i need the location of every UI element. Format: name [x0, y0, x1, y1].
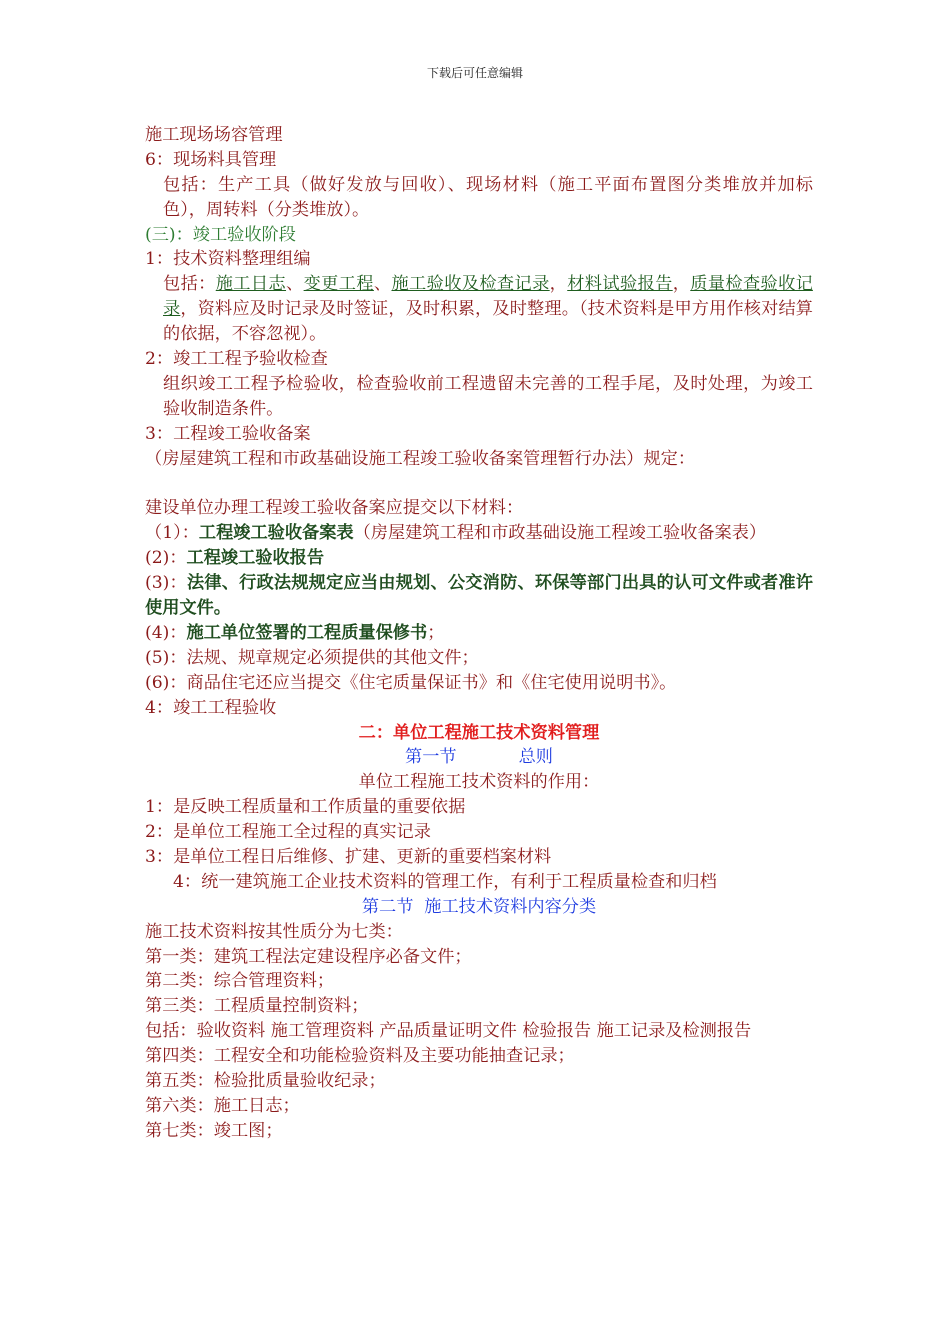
separator: 、: [286, 274, 304, 295]
separator: 、: [373, 274, 392, 295]
list-item: (6)：商品住宅还应当提交《住宅质量保证书》和《住宅使用说明书》。: [145, 672, 677, 693]
text-line: 建设单位办理工程竣工验收备案应提交以下材料：: [145, 498, 524, 519]
text-line: 第七类：竣工图；: [145, 1120, 283, 1141]
blank-line: [145, 472, 813, 497]
text-span: ，资料应及时记录及时签证，及时积累，及时整理。（技术资料是甲方用作核对结算的依据，不容忽视）。: [163, 299, 813, 345]
item-punct: ；: [427, 622, 445, 643]
text-line: 施工技术资料按其性质分为七类：: [145, 921, 403, 942]
doc-link-quality-inspection-record[interactable]: 质量检查验收记录: [163, 274, 813, 320]
text-line: 1：技术资料整理组编: [145, 249, 311, 270]
separator: ，: [549, 274, 568, 295]
item-number: (4)：: [145, 622, 187, 643]
doc-link-material-test-report[interactable]: 材料试验报告: [567, 274, 673, 295]
section-number: 第一节: [405, 747, 457, 768]
text-line: 第五类：检验批质量验收纪录；: [145, 1071, 386, 1092]
item-note: （房屋建筑工程和市政基础设施工程竣工验收备案表）: [353, 523, 767, 544]
list-item: (5)：法规、规章规定必须提供的其他文件；: [145, 647, 479, 668]
paragraph-with-links: [145, 272, 813, 347]
section-heading: (三)：竣工验收阶段: [145, 224, 296, 245]
list-item: [145, 571, 813, 621]
text-line: （房屋建筑工程和市政基础设施工程竣工验收备案管理暂行办法）规定：: [145, 448, 696, 469]
text-line: 单位工程施工技术资料的作用：: [358, 772, 600, 793]
text-line: 4：统一建筑施工企业技术资料的管理工作，有利于工程质量检查和归档: [173, 871, 717, 892]
doc-link-construction-log[interactable]: 施工日志: [215, 274, 287, 295]
chapter-title: 二：单位工程施工技术资料管理: [358, 722, 600, 743]
item-title: 工程竣工验收备案表: [198, 523, 354, 544]
item-title: 法律、行政法规规定应当由规划、公交消防、环保等部门出具的认可文件或者准许使用文件。: [145, 573, 813, 619]
text-line: 第六类：施工日志；: [145, 1095, 300, 1116]
separator: ，: [672, 274, 691, 295]
text-line: 第二类：综合管理资料；: [145, 971, 335, 992]
list-item: [145, 621, 813, 646]
text-line: 6：现场料具管理: [145, 149, 277, 170]
section-title: 第二节 施工技术资料内容分类: [361, 896, 597, 917]
text-line: 2：是单位工程施工全过程的真实记录: [145, 822, 431, 843]
text-line: 1：是反映工程质量和工作质量的重要依据: [145, 797, 466, 818]
text-line: 3：是单位工程日后维修、扩建、更新的重要档案材料: [145, 846, 552, 867]
section-title: [145, 745, 813, 770]
text-line: 第一类：建筑工程法定建设程序必备文件；: [145, 946, 472, 967]
text-span: 包括：: [163, 274, 216, 295]
item-title: 工程竣工验收报告: [186, 548, 325, 569]
doc-link-change-work[interactable]: 变更工程: [303, 274, 374, 295]
text-line: 第四类：工程安全和功能检验资料及主要功能抽查记录；: [145, 1046, 575, 1067]
item-title: 施工单位签署的工程质量保修书: [186, 622, 428, 643]
document-body: [145, 123, 813, 1144]
text-line: 第三类：工程质量控制资料；: [145, 996, 369, 1017]
text-line: 3：工程竣工验收备案: [145, 423, 311, 444]
text-line: 2：竣工工程予验收检查: [145, 349, 328, 370]
text-line: 施工现场场容管理: [145, 125, 283, 145]
paragraph: 包括：验收资料 施工管理资料 产品质量证明文件 检验报告 施工记录及检测报告: [145, 1021, 752, 1042]
page-header: 下载后可任意编辑: [426, 66, 523, 80]
paragraph: 包括：生产工具（做好发放与回收）、现场材料（施工平面布置图分类堆放并加标色），周转料（分类堆放）。: [163, 174, 813, 220]
list-item: [145, 521, 813, 546]
text-line: 4：竣工工程验收: [145, 697, 277, 718]
list-item: [145, 546, 813, 571]
section-name: 总则: [518, 747, 553, 768]
item-number: (2)：: [145, 548, 187, 569]
doc-link-acceptance-record[interactable]: 施工验收及检查记录: [391, 274, 550, 295]
item-number: (3)：: [145, 573, 187, 594]
paragraph: 组织竣工工程予检验收，检查验收前工程遗留未完善的工程手尾，及时处理，为竣工验收制造条件。: [163, 373, 813, 419]
item-number: （1）：: [145, 523, 199, 544]
